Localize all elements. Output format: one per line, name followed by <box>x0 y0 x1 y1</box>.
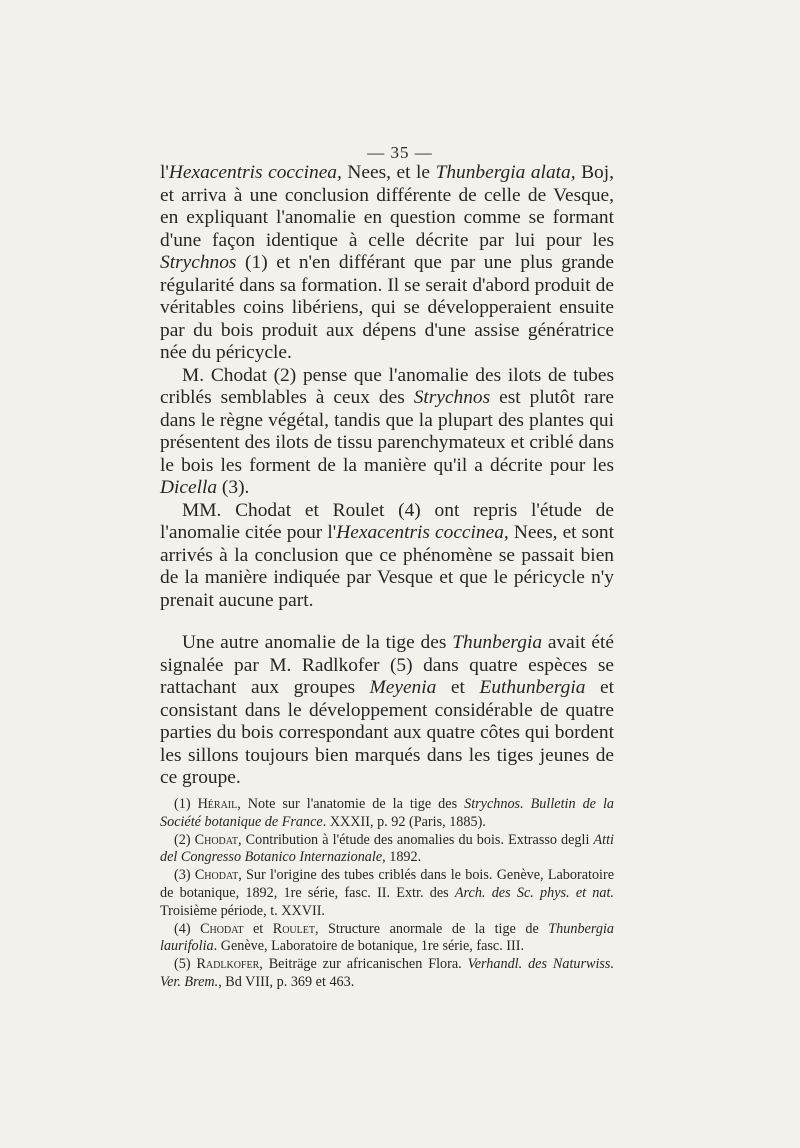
text-run: , Sur l'origine des tubes criblés dans le bois. Genève, Laboratoire de botanique, 1892, 1re série, fasc. II. Extr. des <box>160 867 615 901</box>
footnote-author: Chodat <box>194 831 238 848</box>
text-run: Nees, et le <box>341 162 436 183</box>
text-run: , Contribution à l'étude des anomalies du bois. Extrasso degli <box>238 831 594 848</box>
footnote-number: (1) <box>174 796 198 812</box>
footnote-number: (5) <box>174 956 197 973</box>
footnote-author: Radlkofer <box>196 956 260 973</box>
genus-name: Strychnos <box>160 252 237 273</box>
text-run: (3). <box>217 477 250 498</box>
paragraph-3 <box>160 500 614 613</box>
text-run: , Bd VIII, p. 369 et 463. <box>218 973 355 990</box>
text-run: , Note sur l'anatomie de la tige des <box>237 796 465 812</box>
text-run: l' <box>160 162 169 183</box>
footnote-author: Chodat <box>200 920 244 937</box>
group-name: Euthunbergia <box>479 677 586 698</box>
text-run: Nees, et sont arrivés à la conclusion que ce phénomène se passait bien de la manière indiquée par Vesque et que le péricycle n'y prenait aucune part. <box>160 522 614 611</box>
species-name: Thunbergia alata, <box>435 162 576 183</box>
publication-title: Arch. des Sc. phys. et nat. <box>454 884 614 901</box>
text-run: Une autre anomalie de la tige des <box>182 632 453 653</box>
footnote-author: Chodat <box>194 867 239 884</box>
species-name: Thunbergia laurifolia <box>160 920 614 955</box>
text-run: Boj, et arriva à une conclusion différente de celle de Vesque, en expliquant l'anomalie en question comme se formant d'une façon identique à celle décrite par lui pour les <box>160 162 614 251</box>
main-text <box>160 162 614 790</box>
genus-name: Thunbergia <box>452 632 543 653</box>
footnote-author: Roulet <box>272 920 315 937</box>
text-run: et consistant dans le développement considérable de quatre parties du bois correspondant aux quatre côtes qui bordent les sillons toujours bien marqués dans les tiges jeunes de ce groupe. <box>160 677 614 788</box>
footnote-3 <box>160 867 614 920</box>
footnote-4 <box>160 921 614 957</box>
text-run: (1) et n'en différant que par une plus grande régularité dans sa formation. Il se serait d'abord produit de véritables coins libériens, qui se développeraient ensuite par du bois produit aux dépens d'une assise génératrice née du péricycle. <box>160 252 614 363</box>
page-number: — 35 — <box>367 143 433 162</box>
publication-title: Verhandl. des Naturwiss. Ver. Brem. <box>160 956 614 990</box>
genus-name: Dicella <box>160 477 218 498</box>
text-run: et <box>436 677 480 698</box>
text-run: , Structure anormale de la tige de <box>314 920 549 937</box>
footnotes <box>160 796 614 992</box>
species-name: Hexacentris coccinea, <box>336 522 509 543</box>
text-run: . Genève, Laboratoire de botanique, 1re série, fasc. III. <box>213 938 525 955</box>
footnote-2 <box>160 832 614 868</box>
text-run: avait été signalée par M. Radlkofer (5) dans quatre espèces se rattachant aux groupes <box>160 632 614 698</box>
footnote-number: (3) <box>174 867 195 884</box>
paragraph-2 <box>160 365 614 500</box>
paragraph-1 <box>160 162 614 365</box>
text-run: est plutôt rare dans le règne végétal, tandis que la plupart des plantes qui présentent des ilots de tissu parenchymateux et criblé dans le bois les forment de la manière qu'il a décrite pour les <box>160 387 614 476</box>
paragraph-4 <box>160 632 614 790</box>
text-run: MM. Chodat et Roulet (4) ont repris l'étude de l'anomalie citée pour l' <box>160 499 614 543</box>
footnote-number: (2) <box>174 831 195 848</box>
species-name: Hexacentris coccinea, <box>168 162 342 183</box>
publication-title: Strychnos. Bulletin de la Société botanique de France <box>160 796 615 830</box>
text-run: , 1892. <box>382 849 422 866</box>
footnote-number: (4) <box>174 920 201 937</box>
publication-title: Atti del Congresso Botanico Internazionale <box>160 831 614 866</box>
text-run: . XXXII, p. 92 (Paris, 1885). <box>322 813 486 830</box>
text-run: M. Chodat (2) pense que l'anomalie des ilots de tubes criblés semblables à ceux des <box>160 364 614 408</box>
text-run: , Beiträge zur africanischen Flora. <box>259 956 468 973</box>
text-run: et <box>243 920 273 937</box>
group-name: Meyenia <box>369 677 437 698</box>
text-run: Troisième période, t. XXVII. <box>160 902 325 919</box>
footnote-author: Hérail <box>197 796 238 812</box>
footnote-1 <box>160 796 614 832</box>
genus-name: Strychnos <box>413 387 491 408</box>
footnote-5 <box>160 956 614 992</box>
